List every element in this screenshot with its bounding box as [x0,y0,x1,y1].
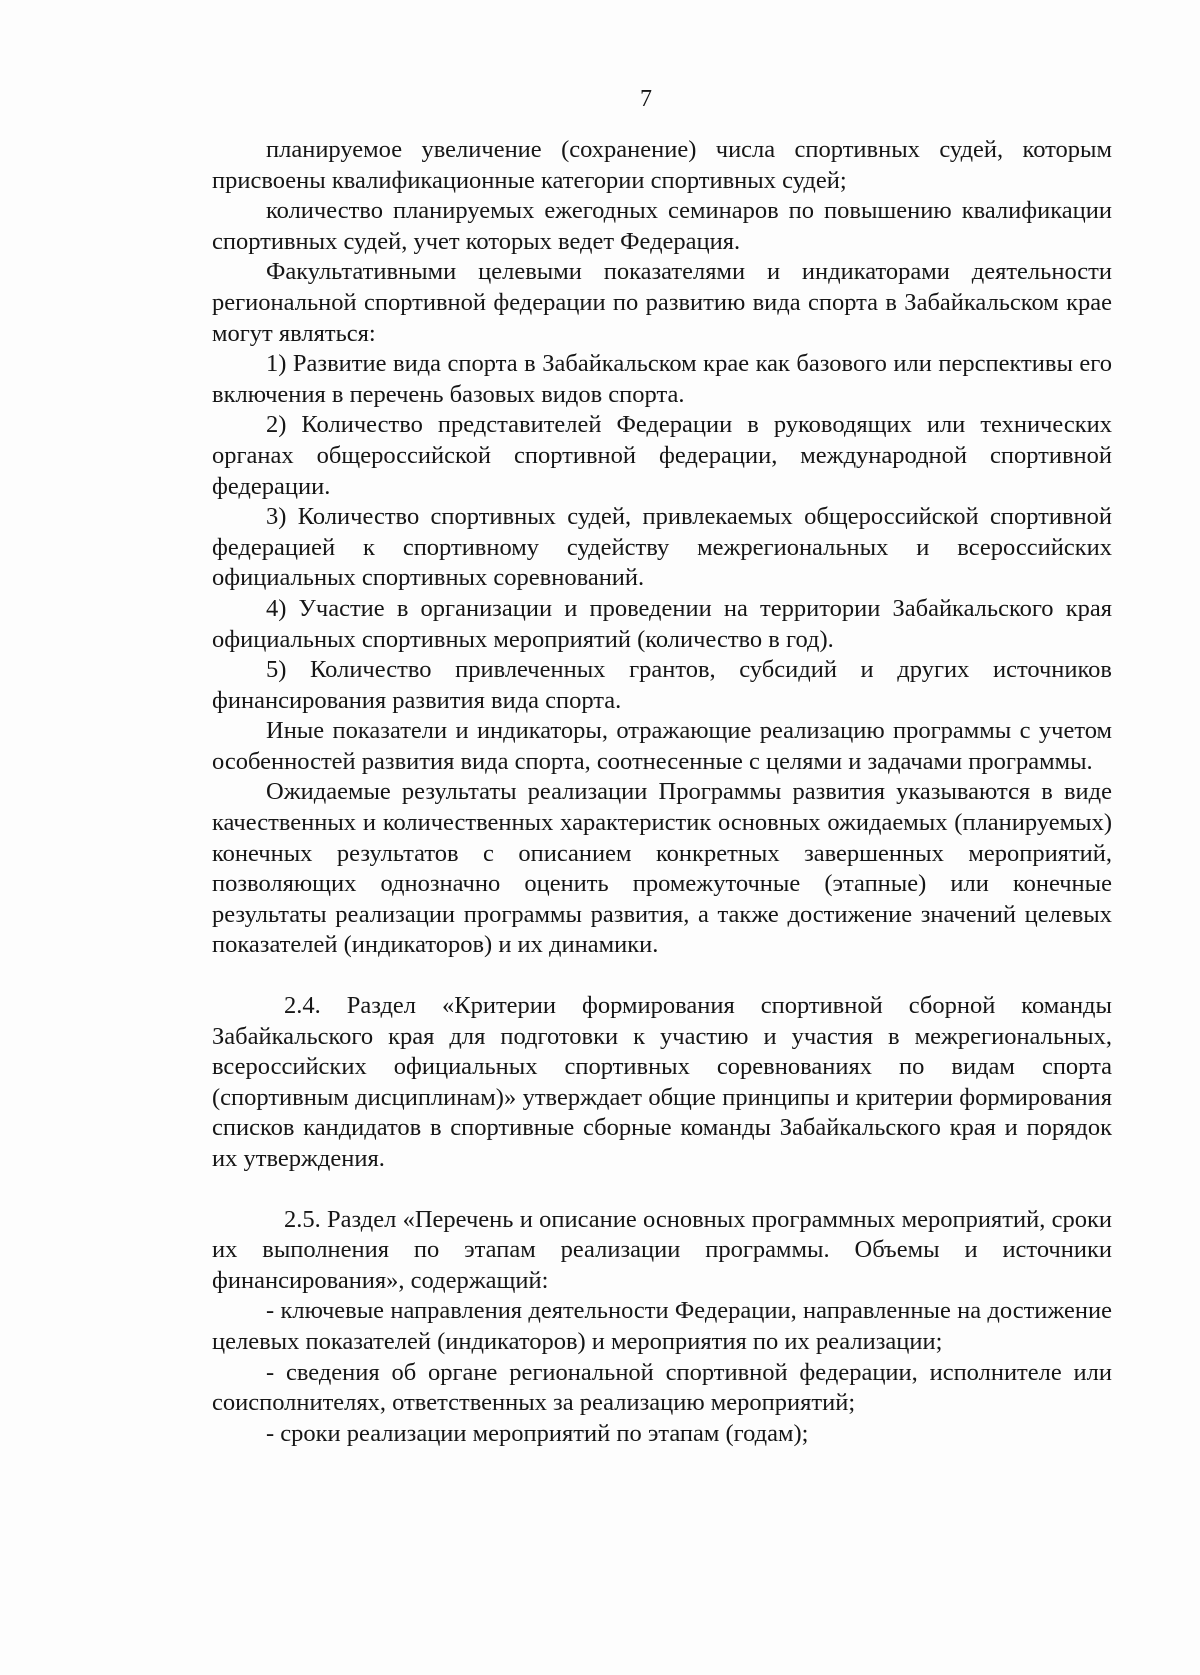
section-2-5: 2.5. Раздел «Перечень и описание основных программных мероприятий, сроки их выполнения по этапам реализации программы. Объемы и источники финансирования», содержащий: [212,1205,1112,1294]
paragraph-optional-indicators: Факультативными целевыми показателями и индикаторами деятельности региональной спортивной федерации по развитию вида спорта в Забайкальском крае могут являться: [212,258,1112,347]
paragraph-expected-results: Ожидаемые результаты реализации Программы развития указываются в виде качественных и количественных характеристик основных ожидаемых (планируемых) конечных результатов с описанием конкретных завершенных мероприятий, позволяющих однозначно оценить промежуточные (этапные) или конечные результаты реализации программы развития, а также достижение значений целевых показателей (индикаторов) и их динамики. [212,778,1112,959]
bullet-responsible-body: - сведения об органе региональной спортивной федерации, исполнителе или соисполнителях, ответственных за реализацию мероприятий; [212,1358,1112,1417]
list-item-3: 3) Количество спортивных судей, привлекаемых общероссийской спортивной федерацией к спортивному судейству межрегиональных и всероссийских официальных спортивных соревнований. [212,503,1112,592]
list-item-5: 5) Количество привлеченных грантов, субсидий и других источников финансирования развития вида спорта. [212,656,1112,714]
paragraph-referee-seminars: количество планируемых ежегодных семинаров по повышению квалификации спортивных судей, учет которых ведет Федерация. [212,197,1112,255]
list-item-4: 4) Участие в организации и проведении на территории Забайкальского края официальных спортивных мероприятий (количество в год). [212,594,1112,653]
section-2-4: 2.4. Раздел «Критерии формирования спортивной сборной команды Забайкальского края для подготовки к участию и участия в межрегиональных, всероссийских официальных спортивных соревнованиях по видам спорта (спортивным дисциплинам)» утверждает общие принципы и критерии формирования списков кандидатов в спортивные сборные команды Забайкальского края и порядок их утверждения. [212,992,1112,1172]
list-item-1: 1) Развитие вида спорта в Забайкальском крае как базового или перспективы его включения в перечень базовых видов спорта. [212,350,1112,408]
page-number: 7 [640,86,652,112]
bullet-implementation-terms: - сроки реализации мероприятий по этапам (годам); [266,1419,809,1447]
document-body [212,135,1112,1449]
bullet-key-directions: - ключевые направления деятельности Федерации, направленные на достижение целевых показателей (индикаторов) и мероприятия по их реализации; [212,1297,1112,1355]
list-item-2: 2) Количество представителей Федерации в руководящих или технических органах общероссийской спортивной федерации, международной спортивной федерации. [212,411,1112,500]
paragraph-other-indicators: Иные показатели и индикаторы, отражающие реализацию программы с учетом особенностей развития вида спорта, соотнесенные с целями и задачами программы. [212,717,1112,775]
paragraph-referees-increase: планируемое увеличение (сохранение) числа спортивных судей, которым присвоены квалификационные категории спортивных судей; [212,136,1112,194]
